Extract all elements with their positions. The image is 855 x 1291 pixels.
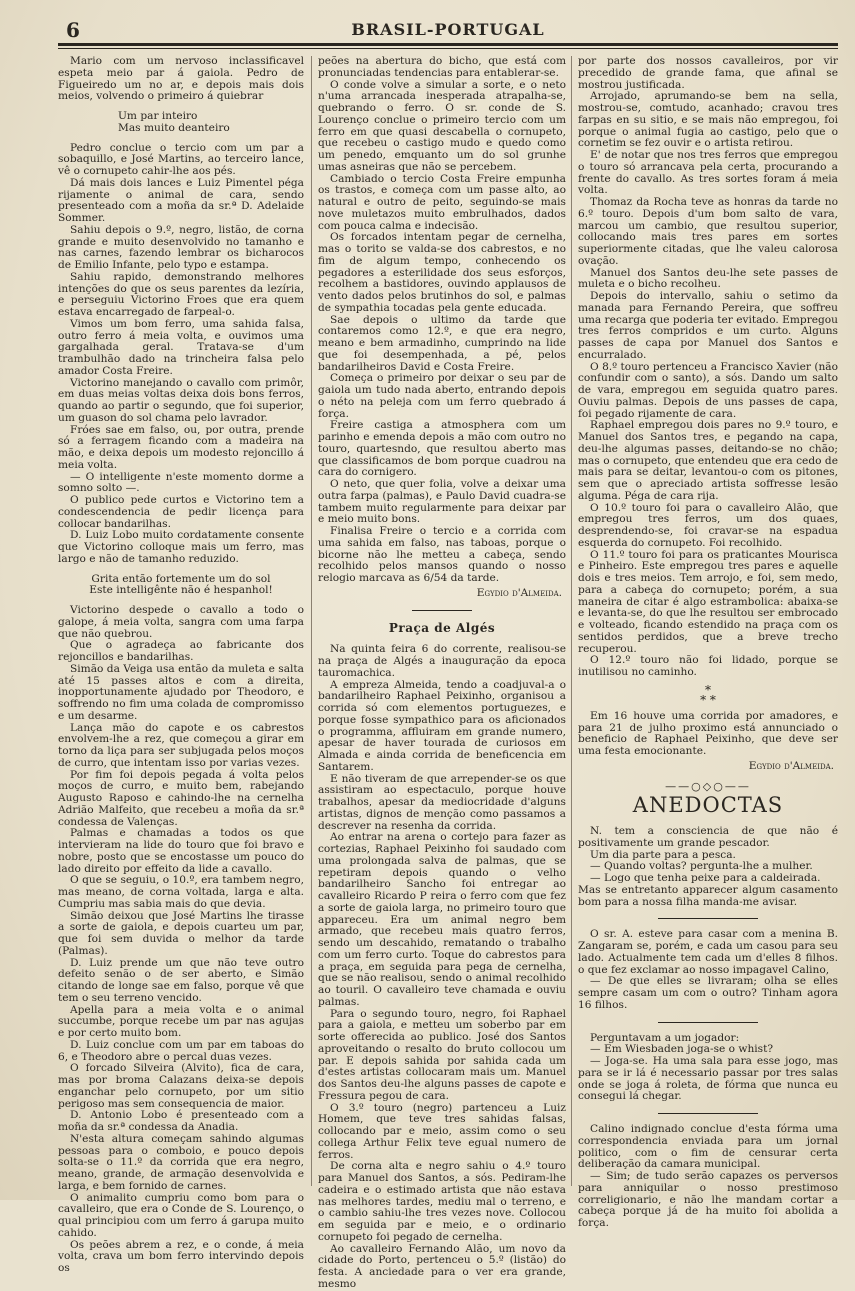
paragraph: O sr. A. esteve para casar com a menina B. Zangaram se, porém, e cada um casou para seu lado. Actualmente tem cada um d'elles 8 filhos. o que fez exclamar ao nosso impagavel Calino, xyxy=(578,928,838,976)
paragraph: E não tiveram de que arrepender-se os que assistiram ao espectaculo, porque houve trabalhos, apesar da mediocridade d'alguns artistas, dignos de menção como passamos a descrever na resenha da corrida. xyxy=(318,772,566,832)
paragraph: Que o agradeça ao fabricante dos rejoncillos e bandarilhas. xyxy=(58,639,304,663)
paragraph: De corna alta e negro sahiu o 4.º touro para Manuel dos Santos, a sós. Pediram-lhe cadeira e o estimado artista que não estava nas melhores tardes, mediu mal o terreno, e o cambio sahiu-lhe tres vezes nove. Collocou em seguida par e meio, e o ordinario cornupeto foi pegado de cernelha. xyxy=(318,1160,566,1243)
paragraph: Freire castiga a atmosphera com um parinho e emenda depois a mão com outro no touro, quartesndo, que resultou aberto mas que classificamos de bom porque cuadrou na cara do cornigero. xyxy=(318,419,566,479)
paragraph: Calino indignado conclue d'esta fórma uma correspondencia enviada para um jornal politico, com o fim de censurar certa deliberação da camara municipal. xyxy=(578,1123,838,1171)
anecdote-divider xyxy=(658,918,758,919)
asterism-ornament: * * * xyxy=(700,682,716,707)
paragraph: Mas se entretanto apparecer algum casamento bom para a nossa filha manda-me avisar. xyxy=(578,883,838,908)
divider-ornament: ——○◇○—— xyxy=(665,779,751,793)
paragraph: Manuel dos Santos deu-lhe sete passes de muleta e o bicho recolheu. xyxy=(578,266,838,291)
column-2 xyxy=(318,56,566,1291)
paragraph: Thomaz da Rocha teve as honras da tarde no 6.º touro. Depois d'um bom salto de vara, marcou um cambio, que resultou superior, collocando mais tres pares em sortes superiormente citadas, que lhe valeu calorosa ovação. xyxy=(578,196,838,267)
paragraph: Um dia parte para a pesca. xyxy=(590,848,736,861)
paragraph: O 8.º touro pertenceu a Francisco Xavier (não confundir com o santo), a sós. Dando um salto de vara, empregou em seguida quatro pares. Ouviu palmas. Depois de uns passes de capa, foi pegado rijamente de cara. xyxy=(578,360,838,420)
paragraph: O 11.º touro foi para os praticantes Mourisca e Pinheiro. Este empregou tres pares e aquelle dois e tres meios. Tem arrojo, e foi, sem medo, para a cabeça do cornupeto; porém, a sua maneira de citar é algo estrambolica: abaixa-se e levanta-se, do que lhe resultou ser embrocado e volteado, ficando estendido na praça com os sentidos perdidos, que a breve trecho recuperou. xyxy=(578,548,838,655)
masthead-title: BRASIL-PORTUGAL xyxy=(351,20,545,39)
paragraph: Ao entrar na arena o cortejo para fazer as cortezias, Raphael Peixinho foi saudado com uma prolongada salva de palmas, que se repetiram depois quando o velho bandarilheiro Sancho foi entregar ao cavalleiro Ricardo P reira o ferro com que fez a sorte de gaiola larga, no primeiro touro que appareceu. Era um animal negro bem armado, que recebeu mais quatro ferros, sendo um descahido, rematando o trabalho com um ferro curto. Toque do cabrestos para a praça, em seguida para pega de cernelha, que se não realisou, sendo o animal recolhido ao touril. O cavalleiro teve chamada e ouviu palmas. xyxy=(318,831,566,1008)
section-title: Praça de Algés xyxy=(388,620,496,635)
author-signature: Egydio d'Almeida. xyxy=(476,586,562,599)
paragraph: O neto, que quer folia, volve a deixar uma outra farpa (palmas), e Paulo David cuadra-se tambem muito regularmente para deixar par e meio muito bons. xyxy=(318,478,566,526)
paragraph: E' de notar que nos tres ferros que empregou o touro só arrancava pela certa, procurando a frente do cavallo. As tres sortes foram á meia volta. xyxy=(578,149,838,197)
paragraph: O que se seguiu, o 10.º, era tambem negro, mas meano, de corna voltada, larga e alta. Cumpriu mas sabia mais do que devia. xyxy=(58,874,304,910)
paragraph: Pedro conclue o tercio com um par a sobaquillo, e José Martins, ao terceiro lance, vê o cornupeto cahir-lhe aos pés. xyxy=(58,141,304,177)
paragraph: Mario com um nervoso inclassificavel espeta meio par á gaiola. Pedro de Figueiredo um no ar, e depois mais dois meios, volvendo o primeiro á quiebrar xyxy=(58,55,304,103)
anecdote-divider xyxy=(658,1113,758,1114)
verse-line: Mas muito deanteiro xyxy=(118,121,230,134)
paragraph: D. Antonio Lobo é presenteado com a moña da sr.ª condessa da Anadia. xyxy=(58,1109,304,1133)
paragraph: — Joga-se. Ha uma sala para esse jogo, mas para se ir lá é necessario passar por tres salas onde se joga á roleta, de fórma que nunca eu consegui lá chegar. xyxy=(578,1055,838,1103)
paragraph: Fróes sae em falso, ou, por outra, prende só a ferragem ficando com a madeira na mão, e deixa depois um modesto rejoncillo á meia volta. xyxy=(58,423,304,471)
paragraph: Lança mão do capote e os cabrestos envolvem-lhe a rez, que começou a girar em torno da liça para ser subjugada pelos moços de curro, que intentam isso por varias vezes. xyxy=(58,721,304,769)
paragraph: Depois do intervallo, sahiu o setimo da manada para Fernando Pereira, que soffreu uma recarga que poderia ter evitado. Empregou tres ferros compridos e um curto. Alguns passes de capa por Manuel dos Santos e encurralado. xyxy=(578,290,839,361)
verse-line: Este intelligênte não é hespanhol! xyxy=(89,584,273,597)
paragraph: — Sim; de tudo serão capazes os perversos para anniquilar o nosso prestimoso correligionario, e não lhe mandam cortar a cabeça porque já de ha muito foi abolida a força. xyxy=(578,1170,838,1229)
paragraph: O conde volve a simular a sorte, e o neto n'uma arrancada inesperada atrapalha-se, quebrando o ferro. O sr. conde de S. Lourenço conclue o primeiro tercio com um ferro em que quasi descabella o cornupeto, que recebeu o castigo mudo e quedo como um penedo, emquanto um do sol grunhe umas asneiras que não se percebem. xyxy=(318,78,566,173)
anecdotes-heading: ANEDOCTAS xyxy=(632,793,784,818)
paragraph: Victorino despede o cavallo a todo o galope, á meia volta, sangra com uma farpa que não quebrou. xyxy=(58,604,304,640)
header-rule-thin xyxy=(58,48,838,49)
column-divider xyxy=(571,56,572,1186)
paragraph: Ao cavalleiro Fernando Alão, um novo da cidade do Porto, pertenceu o 5.º (listão) do festa. A anciedade para o ver era grande, mesmo xyxy=(318,1242,566,1290)
paragraph: Sahiu depois o 9.º, negro, listão, de corna grande e muito desenvolvido no tamanho e nas carnes, fazendo lembrar os bicharocos de Emilio Infante, pelo typo e estampa. xyxy=(58,223,304,271)
paragraph: O publico pede curtos e Victorino tem a condescendencia de pedir licença para collocar bandarilhas. xyxy=(58,494,304,530)
verse-line: Grita então fortemente um do sol xyxy=(91,572,271,585)
column-3 xyxy=(578,56,838,1230)
anecdote-divider xyxy=(658,1022,758,1023)
paragraph: Apella para a meia volta e o animal succumbe, porque recebe um par nas agujas e por certo muito bom. xyxy=(58,1003,304,1039)
page-number: 6 xyxy=(66,18,80,42)
paragraph: N. tem a consciencia de que não é positivamente um grande pescador. xyxy=(578,825,838,849)
paragraph: D. Luiz Lobo muito cordatamente consente que Victorino colloque mais um ferro, mas largo e não de tamanho reduzido. xyxy=(58,529,304,565)
paragraph: Para o segundo touro, negro, foi Raphael para a gaiola, e metteu um soberbo par em sorte offerecida ao publico. José dos Santos aproveitando o resalto do bruto collocou um par. E depois sahida por sahida cada um d'estes artistas collocaram mais um. Manuel dos Santos deu-lhe alguns passes de capote e Fressura pegou de cara. xyxy=(318,1007,566,1102)
paragraph: — Em Wiesbaden joga-se o whist? xyxy=(590,1043,774,1056)
paragraph: Dá mais dois lances e Luiz Pimentel péga rijamente o animal de cara, sendo presenteado com a moña da sr.ª D. Adelaide Sommer. xyxy=(58,176,304,224)
paragraph: Cambiado o tercio Costa Freire empunha os trastos, e começa com um passe alto, ao natural e outro de peito, seguindo-se mais nove muletazos muito embrulhados, dados com pouca calma e indecisão. xyxy=(318,172,566,232)
paragraph: Na quinta feira 6 do corrente, realisou-se na praça de Algés a inauguração da epoca tauromachica. xyxy=(318,643,566,679)
paragraph: O 3.º touro (negro) partenceu a Luiz Homem, que teve tres sahidas falsas, collocando par e meio, assim como o seu collega Arthur Felix teve egual numero de ferros. xyxy=(318,1101,566,1161)
column-divider xyxy=(311,56,312,1186)
paragraph: Os peões abrem a rez, e o conde, á meia volta, crava um bom ferro intervindo depois os xyxy=(58,1238,304,1274)
paragraph: D. Luiz prende um que não teve outro defeito senão o de ser aberto, e Simão citando de longe sae em falso, porque vê que tem o seu terreno vencido. xyxy=(58,956,304,1004)
paragraph: Raphael empregou dois pares no 9.º touro, e Manuel dos Santos tres, e pegando na capa, deu-lhe algumas passes, deitando-se no chão; mas o cornupeto, que entendeu que era cedo de mais para se deitar, levantou-o com os pitones, sem que o apreciado artista soffresse lesão alguma. Péga de cara rija. xyxy=(578,419,838,502)
paragraph: Arrojado, aprumando-se bem na sella, mostrou-se, comtudo, acanhado; cravou tres farpas en su sitio, e se mais não empregou, foi porque o animal fugia ao castigo, pelo que o cornetim se fez ouvir e o artista retirou. xyxy=(578,90,838,150)
paragraph: — Logo que tenha peixe para a caldeirada. xyxy=(590,872,821,884)
paragraph: D. Luiz conclue com um par em taboas do 6, e Theodoro abre o percal duas vezes. xyxy=(58,1038,304,1063)
column-1 xyxy=(58,56,304,1275)
paragraph: — Quando voltas? pergunta-lhe a mulher. xyxy=(590,860,813,873)
paragraph: Finalisa Freire o tercio e a corrida com uma sahida em falso, nas taboas, porque o bicorne não lhe metteu a cabeça, sendo recolhido pelos mansos quando o nosso relogio marcava as 6/54 da tarde. xyxy=(318,525,566,584)
paragraph: Sahiu rapido, demonstrando melhores intenções do que os seus parentes da lezíria, e perseguiu Victorino Froes que era quem estava encarregado de farpeal-o. xyxy=(58,270,304,318)
paragraph: O 12.º touro não foi lidado, porque se inutilisou no caminho. xyxy=(578,654,838,678)
paragraph: Os forcados intentam pegar de cernelha, mas o torito se valda-se dos cabrestos, e no fim de algum tempo, conhecendo os pegadores a esterilidade dos seus esforços, recolhem a bastidores, ouvindo applausos de vento dados pelos brutinhos do sol, e palmas de sympathia tocadas pela gente educada. xyxy=(318,231,566,314)
paragraph: Victorino manejando o cavallo com primôr, em duas meias voltas deixa dois bons ferros, quando ao partir o segundo, que foi superior, um guason do sol chama pelo lavrador. xyxy=(58,376,304,424)
paragraph: Em 16 houve uma corrida por amadores, e para 21 de julho proximo está annunciado o beneficio de Raphael Peixinho, que deve ser uma festa emocionante. xyxy=(578,709,838,757)
paragraph: Começa o primeiro por deixar o seu par de gaiola um tudo nada aberto, entrando depois o néto na peleja com um ferro quebrado á força. xyxy=(318,372,566,420)
paragraph: Simão da Veiga usa então da muleta e salta até 15 passes altos e com a direita, inopportunamente ajudado por Theodoro, e soffrendo no fim uma colada de compromisso e um desarme. xyxy=(58,662,304,722)
paragraph: por parte dos nossos cavalleiros, por vir precedido de grande fama, que afinal se mostrou justificada. xyxy=(578,55,838,91)
paragraph: Sae depois o ultimo da tarde que contaremos como 12.º, e que era negro, meano e bem armadinho, cumprindo na lide que foi desempenhada, a pé, pelos bandarilheiros David e Costa Freire. xyxy=(318,313,566,373)
paragraph: O 10.º touro foi para o cavalleiro Alão, que empregou tres ferros, um dos quaes, desprendendo-se, foi cravar-se na espadua esquerda do cornupeto. Foi recolhido. xyxy=(578,501,838,549)
paragraph: N'esta altura começam sahindo algumas pessoas para o comboio, e pouco depois solta-se o 11.º da corrida que era negro, meano, grande, de armação desenvolvida e larga, e bem fornido de carnes. xyxy=(58,1132,304,1192)
paragraph: Palmas e chamadas a todos os que intervieram na lide do touro que foi bravo e nobre, posto que se encostasse um pouco do lado direito por effeito da lide a cavallo. xyxy=(58,827,304,875)
paragraph: Perguntavam a um jogador: xyxy=(590,1031,740,1044)
section-divider xyxy=(412,610,472,611)
header-rule xyxy=(58,43,838,46)
paragraph: Vimos um bom ferro, uma sahida falsa, outro ferro á meia volta, e ouvimos uma gargalhada geral. Tratava-se d'um trambulhão dado na trincheira falsa pelo amador Costa Freire. xyxy=(58,317,304,377)
paragraph: Por fim foi depois pegada á volta pelos moços de curro, e muito bem, rabejando Augusto Raposo e cahindo-lhe na cernelha Adrião Malfeito, que recebeu a moña da sr.ª condessa de Valenças. xyxy=(58,768,304,828)
paragraph: A empreza Almeida, tendo a coadjuval-a o bandarilheiro Raphael Peixinho, organisou a corrida só com elementos portuguezes, e porque fosse sympathico para os aficionados o programma, affluiram em grande numero, apesar de haver tourada de curiosos em Almada e ainda corrida de beneficencia em Santarem. xyxy=(318,678,566,773)
paragraph: Simão deixou que José Martins lhe tirasse a sorte de gaiola, e depois cuarteu um par, que foi sem duvida o melhor da tarde (Palmas). xyxy=(58,909,304,957)
paragraph: O forcado Silveira (Alvito), fica de cara, mas por broma Calazans deixa-se depois enganchar pelo cornupeto, por um sitio perigoso mas sem consequencia de maior. xyxy=(58,1062,304,1110)
paragraph: O animalito cumpriu como bom para o cavalleiro, que era o Conde de S. Lourenço, o qual principiou com um ferro á garupa muito cahido. xyxy=(58,1191,304,1239)
author-signature: Egydio d'Almeida. xyxy=(748,759,834,772)
paragraph: — O intelligente n'este momento dorme a somno solto —. xyxy=(58,470,304,495)
paragraph: — De que elles se livraram; olha se elles sempre casam um com o outro? Tinham agora 16 filhos. xyxy=(578,975,838,1011)
paragraph: peões na abertura do bicho, que está com pronunciadas tendencias para entablerar-se. xyxy=(318,55,566,79)
verse-line: Um par inteiro xyxy=(118,110,198,122)
